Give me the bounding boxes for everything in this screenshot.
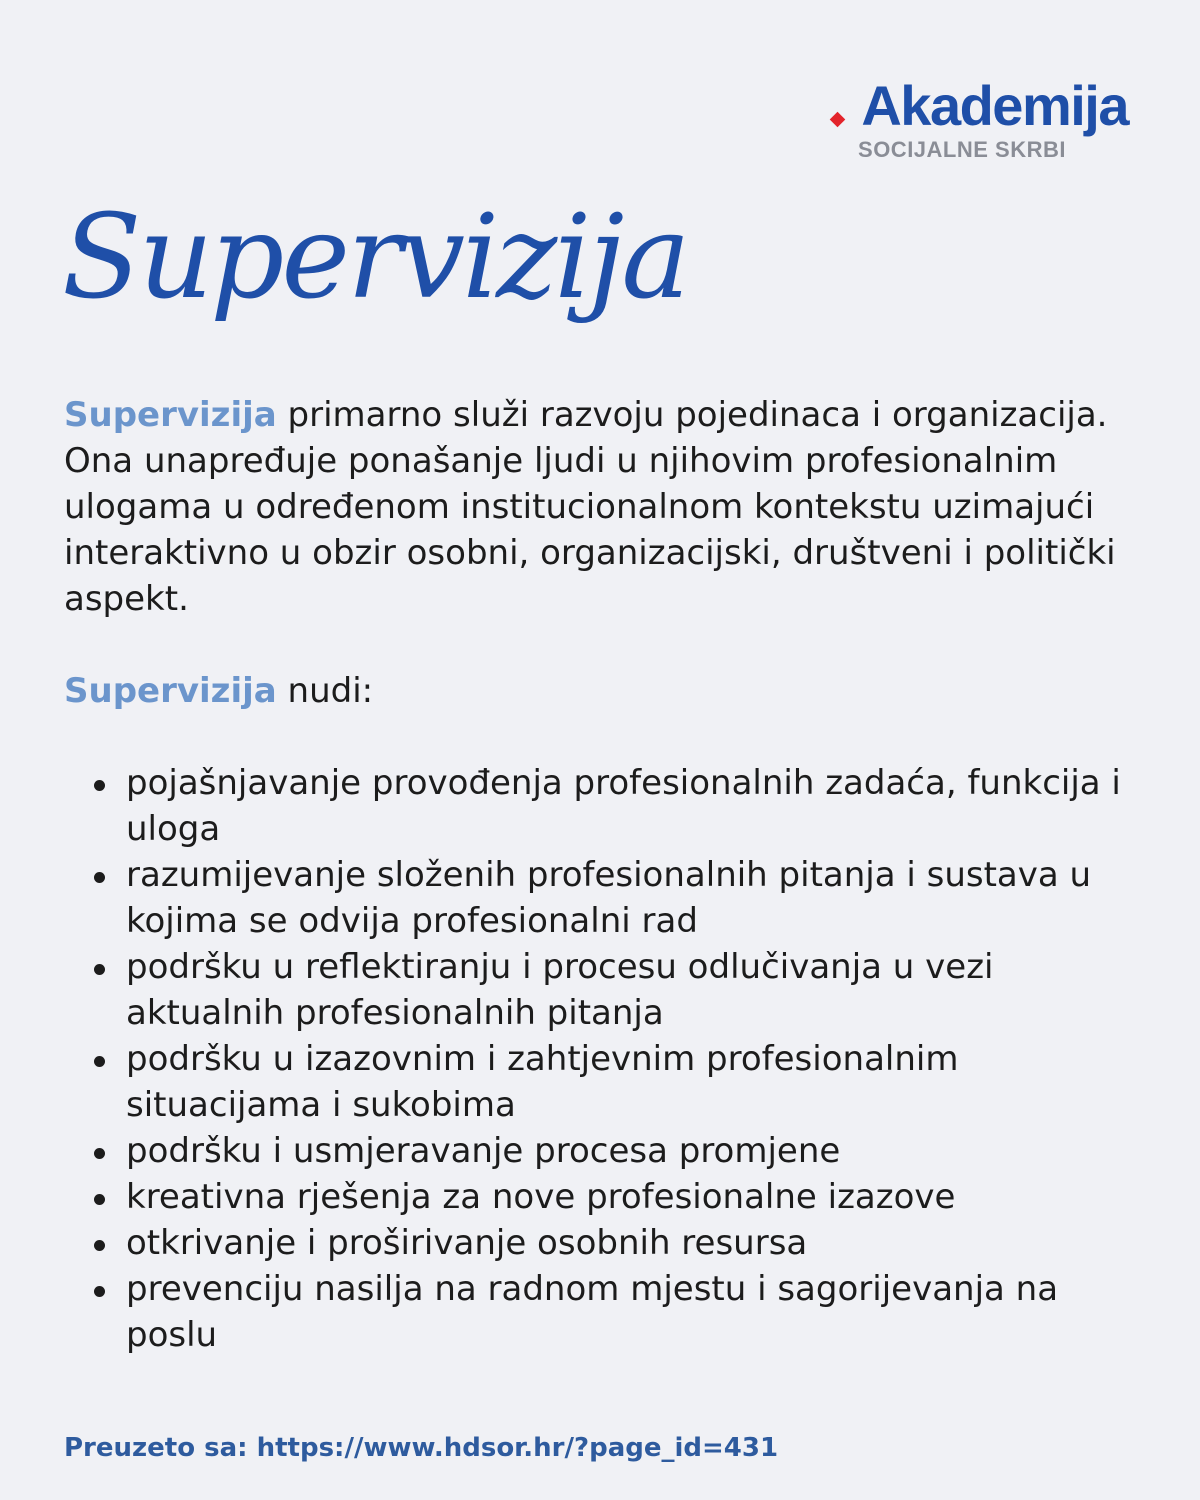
page-title: Supervizija bbox=[62, 190, 688, 325]
list-item: otkrivanje i proširivanje osobnih resursa bbox=[64, 1220, 1124, 1266]
logo-wordmark: Akademija bbox=[861, 74, 1128, 137]
list-item: podršku u reflektiranju i procesu odlučivanja u vezi aktualnih profesionalnih pitanja bbox=[64, 944, 1124, 1036]
list-item: podršku u izazovnim i zahtjevnim profesionalnim situacijama i sukobima bbox=[64, 1036, 1124, 1128]
offers-text: nudi: bbox=[276, 671, 374, 711]
intro-text: primarno služi razvoju pojedinaca i organizacija. Ona unapređuje ponašanje ljudi u njihovim profesionalnim ulogama u određenom institucionalnom kontekstu uzimajući interaktivno u obzir osobni, organizacijski, društveni i politički aspekt. bbox=[64, 395, 1116, 619]
list-item: razumijevanje složenih profesionalnih pitanja i sustava u kojima se odvija profesionalni rad bbox=[64, 852, 1124, 944]
source-credit: Preuzeto sa: https://www.hdsor.hr/?page_id=431 bbox=[64, 1433, 779, 1463]
logo-subtitle: SOCIJALNE SKRBI bbox=[858, 137, 1066, 162]
intro-paragraph bbox=[64, 392, 1144, 622]
offers-heading bbox=[64, 668, 1144, 714]
offers-highlight: Supervizija bbox=[64, 671, 277, 711]
list-item: podršku i usmjeravanje procesa promjene bbox=[64, 1128, 1124, 1174]
intro-highlight: Supervizija bbox=[64, 395, 277, 435]
logo bbox=[808, 76, 1128, 162]
list-item: prevenciju nasilja na radnom mjestu i sagorijevanja na poslu bbox=[64, 1266, 1124, 1358]
list-item: pojašnjavanje provođenja profesionalnih zadaća, funkcija i uloga bbox=[64, 760, 1124, 852]
offers-list bbox=[64, 760, 1124, 1358]
list-item: kreativna rješenja za nove profesionalne izazove bbox=[64, 1174, 1124, 1220]
